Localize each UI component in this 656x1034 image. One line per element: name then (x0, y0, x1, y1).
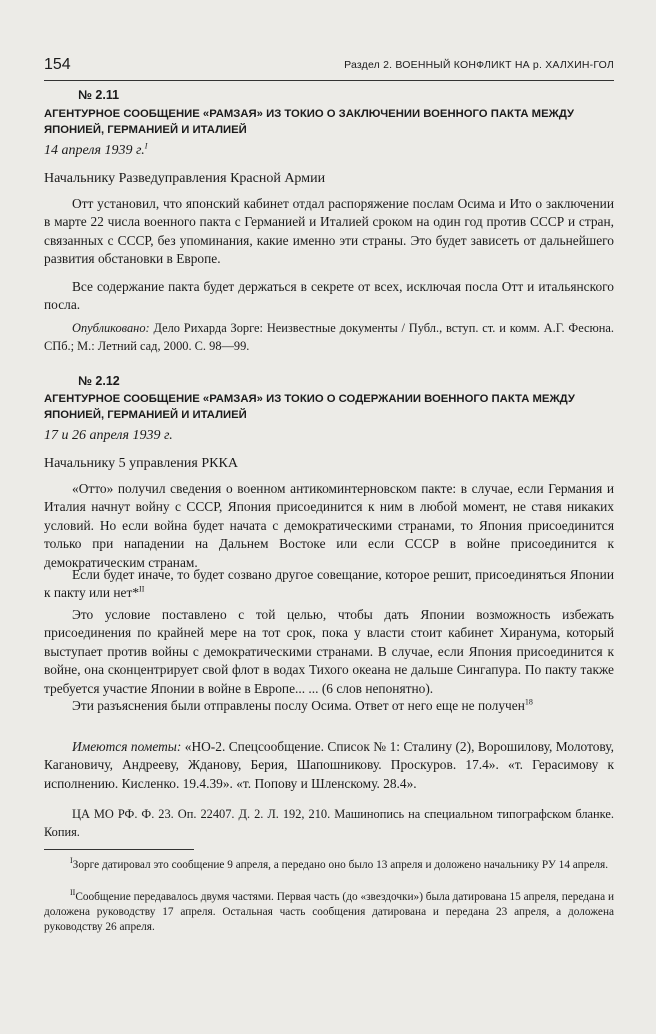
doc-date-text: 14 апреля 1939 г. (44, 143, 145, 158)
footnote-ref: I (144, 141, 148, 151)
endnote-ref: 18 (524, 697, 533, 707)
footnote-text: Сообщение передавалось двумя частями. Первая часть (до «звездочки») была датирована 15 апреля, передана и доложена руководству 17 апреля. Остальная часть сообщения датирована и передана 23 апреля, а доложена руководству 26 апреля. (44, 891, 614, 933)
paragraph (44, 566, 614, 603)
doc-recipient: Начальнику Разведуправления Красной Армии (44, 171, 326, 186)
doc-title: АГЕНТУРНОЕ СООБЩЕНИЕ «РАМЗАЯ» ИЗ ТОКИО О ЗАКЛЮЧЕНИИ ВОЕННОГО ПАКТА МЕЖДУ ЯПОНИЕЙ, ГЕРМАНИЕЙ И ИТАЛИЕЙ (44, 108, 575, 136)
paragraph: Все содержание пакта будет держаться в секрете от всех, исключая посла Отт и итальянского посла. (44, 279, 614, 313)
paragraph: «Отто» получил сведения о военном антикоминтерновском пакте: в случае, если Германия и Италия начнут войну с СССР, Япония присоединится к ним в любой момент, не ставя никаких условий. Но если война будет начата с демократическими странами, то Япония присоединится только при нападении на Дальнем Востоке или если СССР в войне присоединится к демократическим странам. (44, 481, 614, 570)
doc-date (44, 143, 147, 159)
paragraph: Отт установил, что японский кабинет отдал распоряжение послам Осима и Ито о заключении в марте 22 числа военного пакта с Германией и Италией сроком на один год против СССР и стран, связанных с СССР, без упоминания, какие именно эти страны. Это будет зависеть от дальнейшего развития обстановки в Европе. (44, 196, 614, 267)
page-number: 154 (44, 56, 71, 73)
footnote-text: Зорге датировал это сообщение 9 апреля, а передано оно было 13 апреля и доложено начальнику РУ 14 апреля. (72, 859, 609, 871)
published-note (44, 320, 614, 355)
doc-date: 17 и 26 апреля 1939 г. (44, 428, 173, 443)
footnote-divider (44, 849, 194, 850)
published-label: Опубликовано: (72, 321, 150, 335)
doc-number: № 2.12 (78, 374, 120, 388)
published-text: Дело Рихарда Зорге: Неизвестные документы / Публ., вступ. ст. и комм. А.Г. Фесюна. СПб.; М.: Летний сад, 2000. С. 98—99. (44, 321, 614, 353)
marks-label: Имеются пометы: (72, 739, 182, 754)
marks-note (44, 738, 614, 793)
footnote (44, 890, 614, 934)
footnote-mark: II (70, 888, 76, 898)
page-header (44, 56, 614, 81)
paragraph (44, 697, 614, 715)
footnote-mark: I (70, 856, 73, 866)
footnote (44, 858, 614, 873)
paragraph: Это условие поставлено с той целью, чтобы дать Японии возможность избежать присоединения по крайней мере на тот срок, пока у власти стоит кабинет Хиранума, который выступает против войны с демократическими странами. В случае, если Япония присоединится к войне, она сконцентрирует свой флот в водах Тихого океана не дальше Сингапура. По пакту также требуется участие Японии в войне в Европе... ... (6 слов непонятно). (44, 607, 614, 696)
running-head: Раздел 2. ВОЕННЫЙ КОНФЛИКТ НА р. ХАЛХИН-ГОЛ (344, 59, 614, 71)
marks-text: «НО-2. Спецсообщение. Список № 1: Сталину (2), Ворошилову, Молотову, Кагановичу, Андрееву, Жданову, Берия, Шапошникову. Проскуров. 17.4». «т. Герасимову к исполнению. Кисленко. 19.4.39». «т. Попову и Шленскому. 28.4». (44, 739, 615, 791)
doc-title: АГЕНТУРНОЕ СООБЩЕНИЕ «РАМЗАЯ» ИЗ ТОКИО О СОДЕРЖАНИИ ВОЕННОГО ПАКТА МЕЖДУ ЯПОНИЕЙ, ГЕРМАНИЕЙ И ИТАЛИЕЙ (44, 393, 575, 421)
archive-reference: ЦА МО РФ. Ф. 23. Оп. 22407. Д. 2. Л. 192, 210. Машинопись на специальном типографском бланке. Копия. (44, 807, 614, 839)
paragraph-text: Эти разъяснения были отправлены послу Осима. Ответ от него еще не получен (72, 698, 525, 713)
paragraph-text: Если будет иначе, то будет созвано другое совещание, которое решит, присоединяться Японии к пакту или нет* (44, 567, 614, 601)
doc-number: № 2.11 (78, 88, 120, 102)
doc-recipient: Начальнику 5 управления РККА (44, 456, 238, 471)
footnote-ref: II (139, 584, 145, 594)
